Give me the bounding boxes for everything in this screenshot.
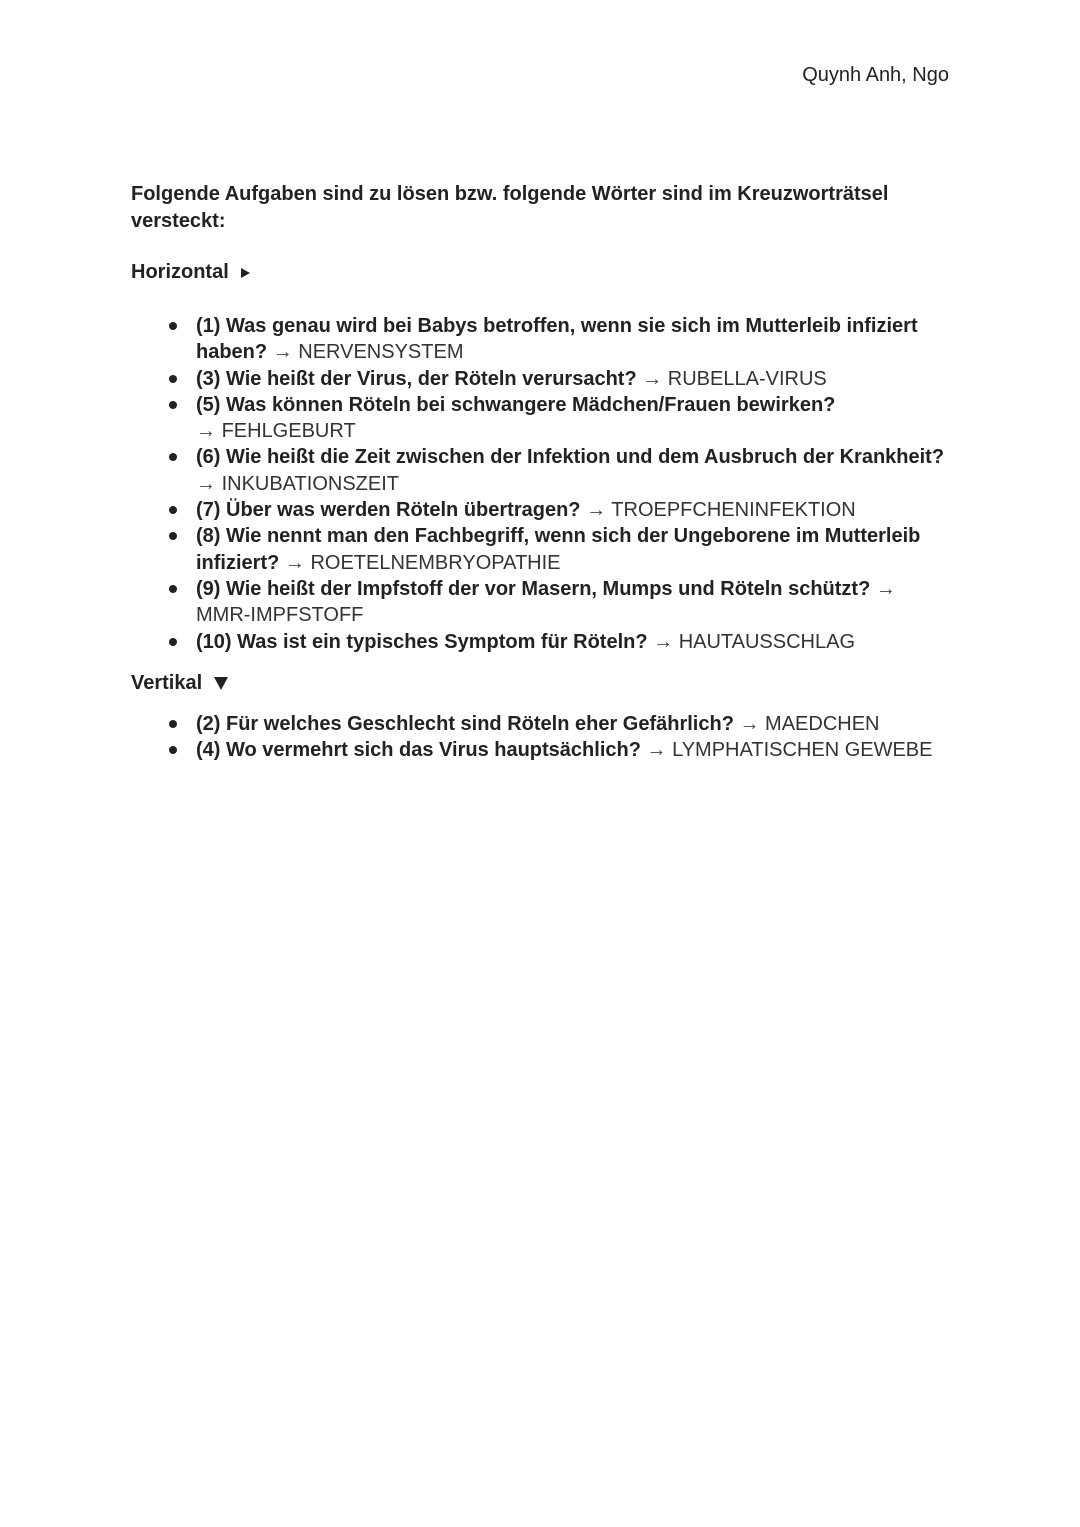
list-item [196,497,956,523]
vertical-heading-label: Vertikal [131,672,203,694]
vertical-heading [131,672,228,695]
question-text: (8) Wie nennt man den Fachbegriff, wenn sich der Ungeborene im Mutterleib infiziert? [196,525,921,574]
bullet-icon [169,585,177,593]
list-item [196,444,956,497]
question-text: (3) Wie heißt der Virus, der Röteln verursacht? [196,367,637,390]
question-text: (5) Was können Röteln bei schwangere Mädchen/Frauen bewirken? [196,393,836,416]
arrow-icon: → [586,499,607,522]
list-item [196,313,956,366]
list-item [196,576,956,629]
arrow-icon: → [646,739,667,762]
question-text: (9) Wie heißt der Impfstoff der vor Masern, Mumps und Röteln schützt? [196,577,871,600]
bullet-icon [169,532,177,540]
answer-text: RUBELLA-VIRUS [667,367,827,390]
arrow-icon: → [642,367,663,390]
list-item [196,737,956,763]
triangle-right-icon [241,268,250,278]
vertical-question-list [196,711,956,764]
question-text: (10) Was ist ein typisches Symptom für Röteln? [196,630,648,653]
answer-text: LYMPHATISCHEN GEWEBE [672,739,933,762]
arrow-icon: → [196,420,216,443]
answer-text: FEHLGEBURT [221,420,356,443]
horizontal-heading-label: Horizontal [131,261,229,283]
horizontal-heading [131,261,250,284]
horizontal-question-list [196,313,956,655]
list-item [196,366,956,392]
arrow-icon: → [272,341,293,364]
arrow-icon: → [284,551,305,574]
answer-text: MMR-IMPFSTOFF [196,604,364,627]
arrow-icon: → [196,472,216,495]
arrow-icon: → [653,630,674,653]
list-item [196,392,956,445]
bullet-icon [169,322,177,330]
answer-text: MAEDCHEN [765,713,880,735]
answer-text: HAUTAUSSCHLAG [678,630,856,653]
question-text: (7) Über was werden Röteln übertragen? [196,499,581,522]
bullet-icon [169,506,177,514]
bullet-icon [169,746,177,754]
bullet-icon [169,720,177,728]
answer-text: NERVENSYSTEM [298,341,464,364]
list-item [196,711,956,737]
answer-text: INKUBATIONSZEIT [221,472,399,495]
question-text: (1) Was genau wird bei Babys betroffen, wenn sie sich im Mutterleib infiziert haben? [196,315,918,364]
bullet-icon [169,401,177,409]
answer-text: TROEPFCHENINFEKTION [611,499,856,522]
triangle-down-icon [214,677,228,690]
arrow-icon: → [875,577,896,600]
answer-text: ROETELNEMBRYOPATHIE [310,551,561,574]
question-text: (4) Wo vermehrt sich das Virus hauptsächlich? [196,739,641,762]
bullet-icon [169,638,177,646]
author-name: Quynh Anh, Ngo [802,64,949,86]
arrow-icon: → [739,713,760,735]
list-item [196,523,956,576]
bullet-icon [169,453,177,461]
intro-text: Folgende Aufgaben sind zu lösen bzw. folgende Wörter sind im Kreuzworträtsel versteckt: [131,183,889,232]
question-text: (6) Wie heißt die Zeit zwischen der Infektion und dem Ausbruch der Krankheit? [196,446,945,469]
list-item [196,629,956,655]
bullet-icon [169,375,177,383]
question-text: (2) Für welches Geschlecht sind Röteln eher Gefährlich? [196,713,734,735]
